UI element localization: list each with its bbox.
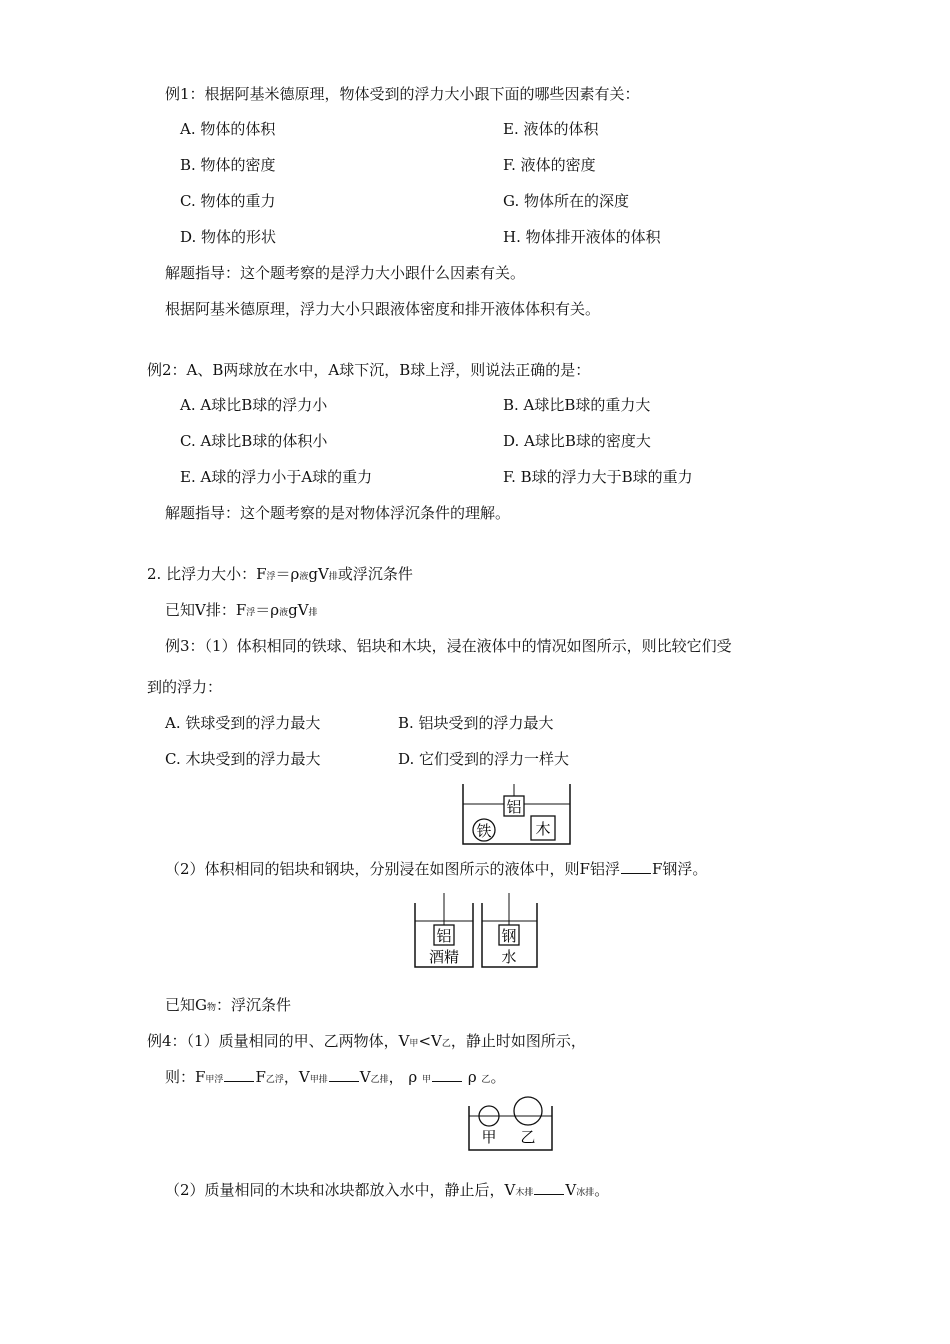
ex3-option-a: A. 铁球受到的浮力最大 [165,714,321,732]
fig2-water-label: 水 [501,948,517,966]
ex3-option-d: D. 它们受到的浮力一样大 [398,750,570,768]
ex4-q2: （2）质量相同的木块和冰块都放入水中，静止后，V木排 V冰排。 [165,1181,610,1199]
ex3-q1-line1: 例3：（1）体积相同的铁球、铝块和木块，浸在液体中的情况如图所示，则比较它们受 [165,637,732,655]
ex1-option-d: D. 物体的形状 [180,228,277,246]
ex3-figure-2 [413,893,539,969]
fig1-wood-label: 木 [535,820,551,838]
ex1-explanation: 根据阿基米德原理，浮力大小只跟液体密度和排开液体体积有关。 [165,300,601,318]
ex1-option-h: H. 物体排开液体的体积 [503,228,661,246]
ex2-hint: 解题指导：这个题考察的是对物体浮沉条件的理解。 [165,504,511,522]
ex2-option-a: A. A球比B球的浮力小 [180,396,328,414]
ex1-question: 例1：根据阿基米德原理，物体受到的浮力大小跟下面的哪些因素有关： [165,85,640,103]
ex1-hint: 解题指导：这个题考察的是浮力大小跟什么因素有关。 [165,264,526,282]
ex1-option-c: C. 物体的重力 [180,192,276,210]
ex3-figure-1 [462,784,572,846]
ex3-option-c: C. 木块受到的浮力最大 [165,750,321,768]
fig1-aluminum-label: 铝 [506,798,522,816]
section2-heading: 2. 比浮力大小：F浮＝ρ液gV排或浮沉条件 [147,565,413,583]
ex2-option-d: D. A球比B球的密度大 [503,432,651,450]
fig2-aluminum-label: 铝 [436,927,452,945]
ex1-option-e: E. 液体的体积 [503,120,599,138]
fig3-jia-label: 甲 [481,1128,497,1146]
ex2-option-b: B. A球比B球的重力大 [503,396,651,414]
ex3-option-b: B. 铝块受到的浮力最大 [398,714,554,732]
ex4-q1-line1: 例4：（1）质量相同的甲、乙两物体，V甲<V乙，静止时如图所示， [147,1032,586,1050]
fig1-iron-label: 铁 [476,822,492,840]
ex4-figure [468,1098,554,1152]
ex2-option-c: C. A球比B球的体积小 [180,432,328,450]
ex1-option-f: F. 液体的密度 [503,156,596,174]
ex1-option-b: B. 物体的密度 [180,156,276,174]
fig2-alcohol-label: 酒精 [428,948,460,966]
fig2-steel-label: 钢 [501,927,517,945]
ex3-q1-line2: 到的浮力： [147,678,223,696]
known-g-line: 已知G物：浮沉条件 [165,996,292,1014]
ex2-option-f: F. B球的浮力大于B球的重力 [503,468,693,486]
fig3-yi-label: 乙 [520,1128,536,1146]
ex3-q2: （2）体积相同的铝块和钢块，分别浸在如图所示的液体中，则F铝浮 F钢浮。 [165,860,708,878]
ex4-q1-line2: 则：F甲浮 F乙浮，V甲排 V乙排， ρ 甲 ρ 乙。 [165,1068,506,1086]
ex1-option-g: G. 物体所在的深度 [503,192,629,210]
ex2-option-e: E. A球的浮力小于A球的重力 [180,468,373,486]
ex3-q2-blank [621,859,651,874]
ex2-question: 例2：A、B两球放在水中，A球下沉，B球上浮，则说法正确的是： [147,361,591,379]
known-v-formula: 已知V排：F浮＝ρ液gV排 [165,601,318,619]
ex1-option-a: A. 物体的体积 [180,120,276,138]
